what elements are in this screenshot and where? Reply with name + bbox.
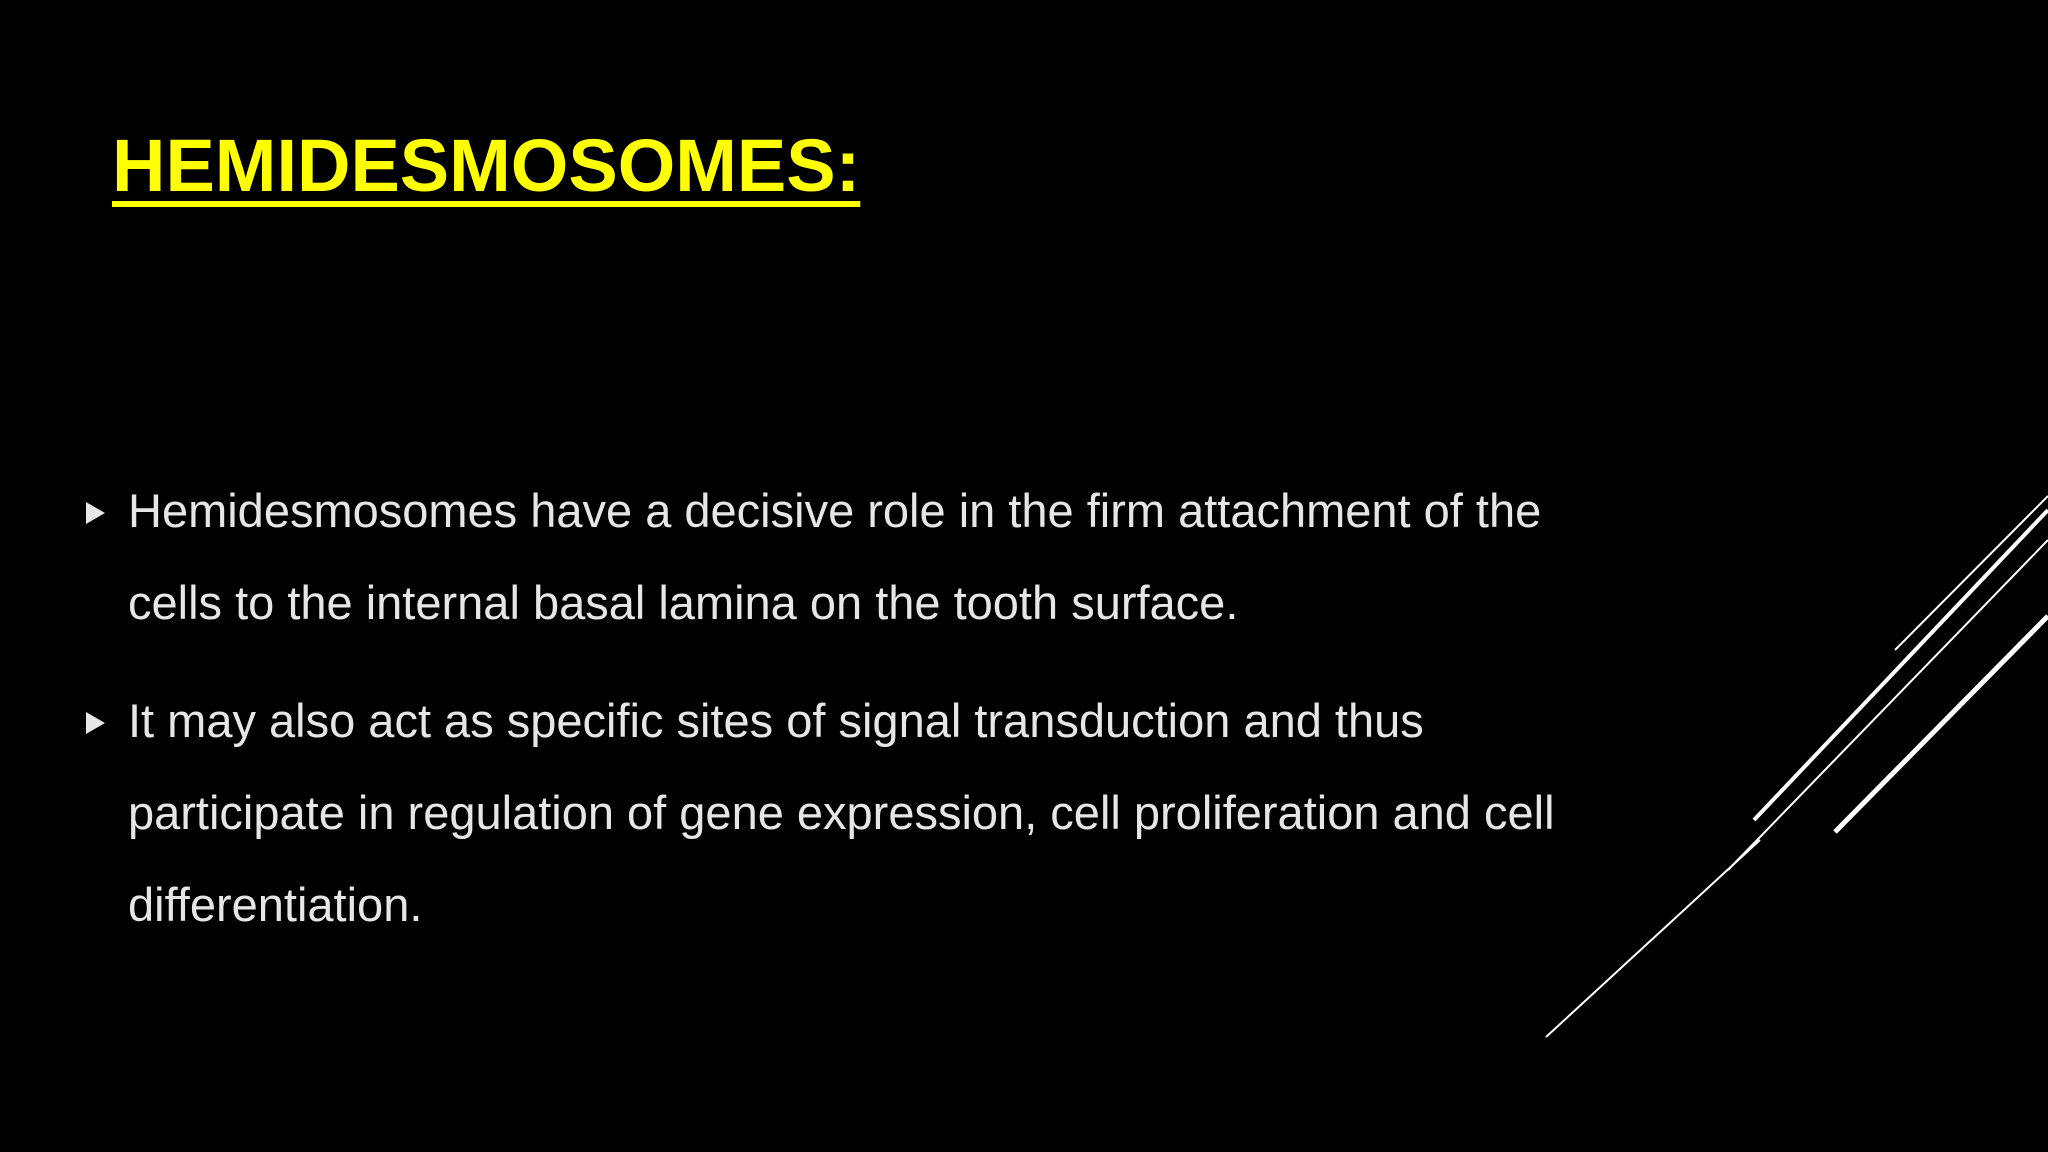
slide-title: HEMIDESMOSOMES: [112,124,861,207]
bullet-text: Hemidesmosomes have a decisive role in the firm attachment of the cells to the internal basal lamina on the tooth surface. [128,484,1542,629]
bullet-list [86,465,1606,977]
bullet-item [86,675,1606,951]
decorative-line [1895,496,2048,650]
bullet-text: It may also act as specific sites of signal transduction and thus participate in regulation of gene expression, cell proliferation and cell differentiation. [128,694,1555,931]
decorative-line [1835,616,2048,832]
decorative-line [1728,540,2048,870]
bullet-item [86,465,1606,649]
triangle-bullet-icon [86,502,105,524]
decorative-line [1754,510,2048,820]
triangle-bullet-icon [86,712,105,734]
